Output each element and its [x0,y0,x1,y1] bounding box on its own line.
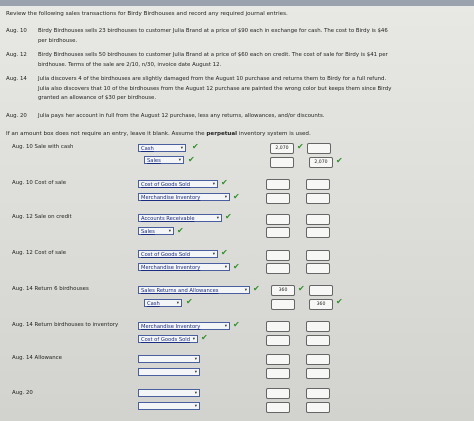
check-icon: ✔ [233,320,240,329]
credit-input[interactable] [306,335,330,346]
check-icon: ✔ [233,262,240,271]
check-icon: ✔ [221,178,228,187]
transaction-text: Julia pays her account in full from the August 12 purchase, less any returns, allowances, and/or discounts. [38,113,325,119]
debit-input[interactable]: 360 [271,285,295,296]
account-select[interactable] [144,299,182,307]
debit-input[interactable]: 2,070 [270,143,294,154]
chevron-down-icon: ▾ [178,158,181,163]
check-icon: ✔ [233,192,240,201]
entry-label: Aug. 14 Return 6 birdhouses [12,286,89,292]
account-value: Cash [141,146,154,152]
credit-input[interactable] [306,193,330,204]
transaction-text: Birdy Birdhouses sells 50 birdhouses to customer Julia Brand at a price of $60 each on credit. The cost of sale for Birdy is $41 per birdhouse. Terms of the sale are 2/10, n/30, invoice date August 12. [38,52,388,68]
debit-input[interactable] [266,263,290,274]
check-icon: ✔ [186,297,193,306]
account-select[interactable] [138,389,200,397]
chevron-down-icon: ▾ [224,265,227,270]
credit-input[interactable] [306,321,330,332]
entry-label: Aug. 20 [12,390,33,396]
debit-input[interactable] [266,179,290,190]
check-icon: ✔ [336,297,343,306]
check-icon: ✔ [225,212,232,221]
credit-input[interactable] [306,402,330,413]
credit-input[interactable]: 2,070 [309,157,333,168]
account-select[interactable] [138,402,200,410]
credit-input[interactable] [306,263,330,274]
note-text-end: inventory system is used. [237,131,311,137]
credit-input[interactable] [306,388,330,399]
chevron-down-icon: ▾ [180,146,183,151]
account-select[interactable] [144,156,184,164]
check-icon: ✔ [298,284,305,293]
check-icon: ✔ [201,333,208,342]
account-select[interactable] [138,227,174,235]
entry-label: Aug. 12 Cost of sale [12,250,67,256]
transaction-date: Aug. 20 [6,113,27,119]
account-value: Cost of Goods Sold [141,182,191,188]
account-select[interactable] [138,250,218,258]
transaction-date: Aug. 14 [6,76,27,82]
account-select[interactable] [138,214,222,222]
instructions: Review the following sales transactions for Birdy Birdhouses and record any required journal entries. [6,11,288,17]
account-value: Cost of Goods Sold [141,252,191,258]
chevron-down-icon: ▾ [194,357,197,362]
credit-input[interactable] [306,368,330,379]
chevron-down-icon: ▾ [224,195,227,200]
chevron-down-icon: ▾ [194,404,197,409]
debit-input[interactable] [266,388,290,399]
debit-input[interactable] [266,227,290,238]
debit-input[interactable] [266,368,290,379]
account-value: Merchandise Inventory [141,265,201,271]
chevron-down-icon: ▾ [192,337,195,342]
debit-input[interactable] [266,250,290,261]
account-value: Merchandise Inventory [141,324,201,330]
debit-input[interactable] [266,402,290,413]
transaction-date: Aug. 12 [6,52,27,58]
account-select[interactable] [138,368,200,376]
top-bar [0,0,474,6]
check-icon: ✔ [336,156,343,165]
debit-input[interactable] [270,157,294,168]
transaction-text: Julia discovers 4 of the birdhouses are slightly damaged from the August 10 purchase and returns them to Birdy for a full refund. Julia also discovers that 10 of the birdhouses from the August 12 purchase are painted the wrong color but keeps them since Birdy granted an allowance of $30 per birdhouse. [38,76,392,101]
chevron-down-icon: ▾ [216,216,219,221]
account-select[interactable] [138,263,230,271]
check-icon: ✔ [192,142,199,151]
credit-input[interactable]: 360 [309,299,333,310]
chevron-down-icon: ▾ [224,324,227,329]
account-value: Cash [147,301,160,307]
credit-input[interactable] [306,214,330,225]
account-value: Merchandise Inventory [141,195,201,201]
debit-input[interactable] [266,335,290,346]
account-value: Sales [141,229,155,235]
note-text: If an amount box does not require an entry, leave it blank. Assume the [6,131,207,137]
check-icon: ✔ [253,284,260,293]
transaction-text: Birdy Birdhouses sells 23 birdhouses to customer Julia Brand at a price of $90 each in exchange for cash. The cost to Birdy is $46 per birdhouse. [38,28,388,44]
chevron-down-icon: ▾ [194,391,197,396]
check-icon: ✔ [177,226,184,235]
credit-input[interactable] [306,354,330,365]
entry-label: Aug. 14 Allowance [12,355,62,361]
account-select[interactable] [138,335,198,343]
account-select[interactable] [138,286,250,294]
note-bold: perpetual [206,131,238,137]
chevron-down-icon: ▾ [212,182,215,187]
entry-label: Aug. 12 Sale on credit [12,214,72,220]
entry-label: Aug. 14 Return birdhouses to inventory [12,322,119,328]
chevron-down-icon: ▾ [212,252,215,257]
check-icon: ✔ [221,248,228,257]
account-select[interactable] [138,322,230,330]
account-value: Accounts Receivable [141,216,195,222]
credit-input[interactable] [309,285,333,296]
debit-input[interactable] [266,321,290,332]
credit-input[interactable] [307,143,331,154]
account-value: Cost of Goods Sold [141,337,191,343]
account-select[interactable] [138,355,200,363]
entry-label: Aug. 10 Cost of sale [12,180,67,186]
transaction-date: Aug. 10 [6,28,27,34]
entry-label: Aug. 10 Sale with cash [12,144,74,150]
entry-note [6,131,311,137]
chevron-down-icon: ▾ [194,370,197,375]
account-select[interactable] [138,180,218,188]
chevron-down-icon: ▾ [244,288,247,293]
credit-input[interactable] [306,179,330,190]
credit-input[interactable] [306,250,330,261]
account-value: Sales [147,158,161,164]
debit-input[interactable] [266,354,290,365]
check-icon: ✔ [188,155,195,164]
debit-input[interactable] [266,193,290,204]
account-value: Sales Returns and Allowances [141,288,219,294]
chevron-down-icon: ▾ [176,301,179,306]
account-select[interactable] [138,193,230,201]
credit-input[interactable] [306,227,330,238]
debit-input[interactable] [271,299,295,310]
check-icon: ✔ [297,142,304,151]
debit-input[interactable] [266,214,290,225]
account-select[interactable] [138,144,186,152]
chevron-down-icon: ▾ [168,229,171,234]
